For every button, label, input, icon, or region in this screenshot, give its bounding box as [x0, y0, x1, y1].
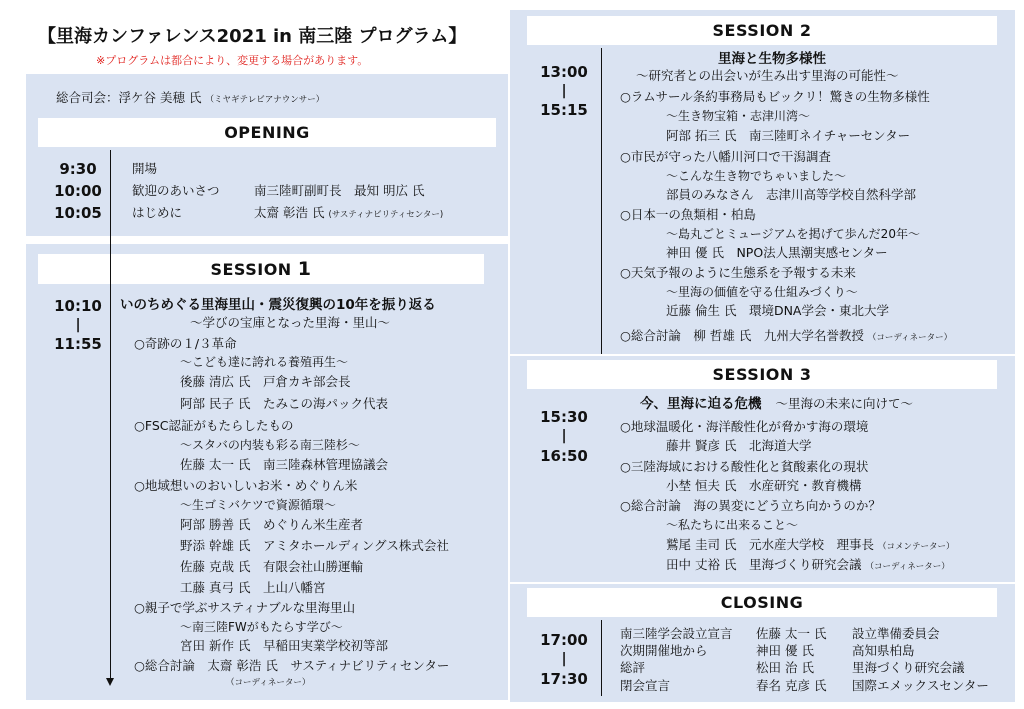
closing-item-3-person: 松田 治 氏 — [756, 660, 814, 675]
closing-item-3-affil: 里海づくり研究会議 — [852, 660, 965, 675]
closing-item-2-person: 神田 優 氏 — [756, 643, 814, 658]
mc-affil: （ミヤギテレビアナウンサー） — [205, 95, 325, 105]
session3-coordinator — [666, 557, 950, 575]
closing-time-end: 17:30 — [540, 670, 588, 688]
session1-item-3-speaker-4: 工藤 真弓 氏 上山八幡宮 — [180, 580, 326, 595]
session3-item-2-speaker: 小埜 恒夫 氏 水産研究・教育機構 — [666, 478, 862, 493]
page-title: 【里海カンファレンス2021 in 南三陸 プログラム】 — [38, 26, 467, 47]
session3-title: 今、里海に迫る危機 — [640, 396, 762, 412]
session2-item-2-title: ○市民が守った八幡川河口で干潟調査 — [620, 149, 831, 164]
session1-item-4-speaker-1: 宮田 新作 氏 早稲田実業学校初等部 — [180, 638, 388, 653]
opening-person-3-name: 太齋 彰浩 氏 — [254, 205, 325, 220]
mc-label: 総合司会：浮ケ谷 美穂 氏 — [56, 90, 202, 105]
closing-item-2-label: 次期開催地から — [620, 643, 708, 658]
session1-discussion: ○総合討論 太齋 彰浩 氏 サスティナビリティセンター — [134, 658, 450, 673]
session1-time-end: 11:55 — [54, 335, 102, 353]
session2-time-end: 15:15 — [540, 101, 588, 119]
closing-item-4-person: 春名 克彦 氏 — [756, 678, 827, 693]
opening-person-3-affil: (サスティナビリティセンター) — [328, 210, 444, 220]
session3-subtitle: ～里海の未来に向けて～ — [775, 396, 913, 411]
session3-item-3-sub: ～私たちに出来ること～ — [666, 518, 799, 532]
opening-person-2: 南三陸町副町長 最知 明広 氏 — [254, 183, 425, 198]
session1-item-4-title: ○親子で学ぶサスティナブルな里海里山 — [134, 600, 356, 615]
session3-time-dash: | — [561, 428, 567, 444]
session2-item-1-title: ○ラムサール条約事務局もビックリ！驚きの生物多様性 — [620, 89, 930, 104]
opening-label-2: 歓迎のあいさつ — [132, 183, 220, 198]
session3-commentator-note: （コメンテーター） — [877, 542, 955, 552]
session3-item-1-speaker: 藤井 賢彦 氏 北海道大学 — [666, 438, 812, 453]
session2-item-3-speaker: 神田 優 氏 NPO法人黒潮実感センター — [666, 245, 888, 260]
session2-time-dash: | — [561, 83, 567, 99]
timeline-line-closing — [601, 620, 602, 696]
session1-title: いのちめぐる里海里山・震災復興の10年を振り返る — [120, 297, 436, 313]
opening-person-3 — [254, 205, 443, 223]
session3-coordinator-note: （コーディネーター） — [865, 562, 950, 572]
mc-line — [56, 90, 324, 108]
closing-item-3-label: 総評 — [620, 660, 646, 675]
session2-item-4-sub: ～里海の価値を守る仕組みづくり～ — [666, 285, 858, 299]
closing-time-start: 17:00 — [540, 631, 588, 649]
closing-item-1-label: 南三陸学会設立宣言 — [620, 626, 733, 641]
session1-item-3-title: ○地域想いのおいしいお米・めぐりん米 — [134, 478, 358, 493]
session1-item-1-sub: ～こども達に誇れる養殖再生～ — [180, 355, 349, 369]
closing-item-1-person: 佐藤 太一 氏 — [756, 626, 827, 641]
session1-header — [38, 254, 484, 284]
session1-item-3-sub: ～生ゴミバケツで資源循環～ — [180, 498, 336, 512]
session1-header-number: 1 — [297, 258, 312, 280]
opening-label-3: はじめに — [132, 205, 183, 220]
session3-coordinator-text: 田中 丈裕 氏 里海づくり研究会議 — [666, 557, 862, 572]
session1-discussion-note: （コーディネーター） — [226, 678, 311, 688]
session1-item-1-speaker-2: 阿部 民子 氏 たみこの海パック代表 — [180, 396, 388, 411]
session1-item-3-speaker-1: 阿部 勝善 氏 めぐりん米生産者 — [180, 517, 363, 532]
session1-item-2-sub: ～スタバの内装も彩る南三陸杉～ — [180, 438, 360, 452]
session1-item-3-speaker-3: 佐藤 克哉 氏 有限会社山勝運輸 — [180, 559, 363, 574]
timeline-arrow-down-icon — [106, 678, 114, 686]
session3-commentator-text: 鷲尾 圭司 氏 元水産大学校 理事長 — [666, 537, 874, 552]
opening-label-1: 開場 — [132, 161, 158, 176]
session2-time-start: 13:00 — [540, 63, 588, 81]
session2-discussion: ○総合討論 柳 哲雄 氏 九州大学名誉教授 — [620, 328, 864, 343]
session1-time-start: 10:10 — [54, 297, 102, 315]
opening-time-2: 10:00 — [54, 182, 102, 200]
session3-header: SESSION 3 — [527, 360, 997, 389]
session2-subtitle: ～研究者との出会いが生み出す里海の可能性～ — [636, 68, 899, 83]
opening-time-1: 9:30 — [59, 160, 97, 178]
session3-time-start: 15:30 — [540, 408, 588, 426]
timeline-line-left — [110, 150, 111, 680]
session2-item-1-speaker: 阿部 拓三 氏 南三陸町ネイチャーセンター — [666, 128, 911, 143]
session2-item-4-title: ○天気予報のように生態系を予報する未来 — [620, 265, 856, 280]
opening-time-3: 10:05 — [54, 204, 102, 222]
session3-item-3-title: ○総合討論 海の異変にどう立ち向かうのか？ — [620, 498, 881, 513]
session3-item-2-title: ○三陸海域における酸性化と貧酸素化の現状 — [620, 459, 869, 474]
session1-item-4-sub: ～南三陸FWがもたらす学び～ — [180, 620, 343, 634]
session1-time-dash: | — [75, 317, 81, 333]
timeline-line-session2 — [601, 48, 602, 354]
session2-item-4-speaker: 近藤 倫生 氏 環境DNA学会・東北大学 — [666, 303, 889, 318]
session1-header-label: SESSION — [210, 259, 292, 279]
session2-discussion-line — [620, 328, 952, 346]
session1-item-2-title: ○FSC認証がもたらしたもの — [134, 418, 294, 433]
session3-commentator — [666, 537, 954, 555]
session1-item-2-speaker-1: 佐藤 太一 氏 南三陸森林管理協議会 — [180, 457, 388, 472]
closing-time-dash: | — [561, 651, 567, 667]
session3-item-1-title: ○地球温暖化・海洋酸性化が脅かす海の環境 — [620, 419, 869, 434]
session2-discussion-note: （コーディネーター） — [867, 333, 953, 343]
session1-item-1-title: ○奇跡の１/３革命 — [134, 336, 237, 351]
closing-item-1-affil: 設立準備委員会 — [852, 626, 940, 641]
session2-item-2-sub: ～こんな生き物でちゃいました～ — [666, 169, 847, 183]
session2-item-1-sub: ～生き物宝箱・志津川湾～ — [666, 109, 811, 123]
opening-header: OPENING — [38, 118, 496, 147]
closing-item-4-label: 閉会宣言 — [620, 678, 671, 693]
closing-item-2-affil: 高知県柏島 — [852, 643, 915, 658]
session3-title-line — [640, 396, 913, 412]
notice-text: ※プログラムは都合により、変更する場合があります。 — [96, 54, 369, 67]
session1-subtitle: ～学びの宝庫となった里海・里山～ — [190, 315, 391, 330]
session2-item-3-title: ○日本一の魚類相・柏島 — [620, 207, 756, 222]
closing-item-4-affil: 国際エメックスセンター — [852, 678, 989, 693]
session1-item-1-speaker-1: 後藤 清広 氏 戸倉カキ部会長 — [180, 374, 351, 389]
session3-time-end: 16:50 — [540, 447, 588, 465]
closing-header: CLOSING — [527, 588, 997, 617]
session2-item-2-speaker: 部員のみなさん 志津川高等学校自然科学部 — [666, 187, 917, 202]
session2-header: SESSION 2 — [527, 16, 997, 45]
session1-item-3-speaker-2: 野添 幹雄 氏 アミタホールディングス株式会社 — [180, 538, 449, 553]
session2-title: 里海と生物多様性 — [718, 51, 826, 67]
session2-item-3-sub: ～島丸ごとミュージアムを掲げて歩んだ20年～ — [666, 227, 920, 241]
